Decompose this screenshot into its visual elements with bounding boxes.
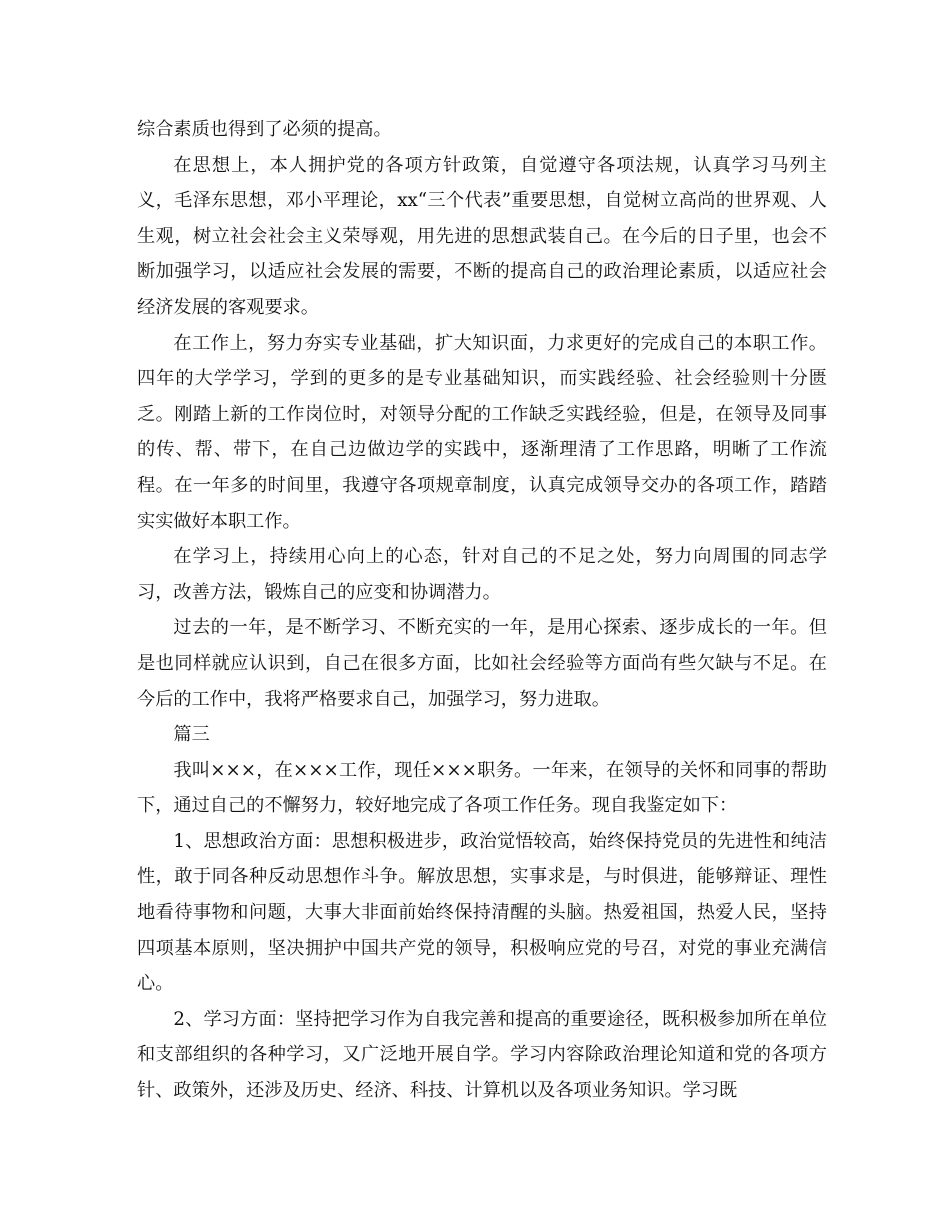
paragraph-study: 在学习上，持续用心向上的心态，针对自己的不足之处，努力向周围的同志学习，改善方法，锻炼自己的应变和协调潜力。 <box>137 546 827 603</box>
paragraph-continuation: 综合素质也得到了必须的提高。 <box>137 119 392 140</box>
section-heading: 篇三 <box>173 724 210 746</box>
paragraph-learning: 2、学习方面：坚持把学习作为自我完善和提高的重要途径，既积极参加所在单位和支部组织的各种学习，又广泛地开展自学。学习内容除政治理论知道和党的各项方针、政策外，还涉及历史、经济、科技、计算机以及各项业务知识。学习既 <box>137 1008 827 1102</box>
document-body <box>137 112 827 1109</box>
paragraph-summary: 过去的一年，是不断学习、不断充实的一年，是用心探索、逐步成长的一年。但是也同样就应认识到，自己在很多方面，比如社会经验等方面尚有些欠缺与不足。在今后的工作中，我将严格要求自己，加强学习，努力进取。 <box>137 617 827 710</box>
paragraph-ideology: 在思想上，本人拥护党的各项方针政策，自觉遵守各项法规，认真学习马列主义，毛泽东思想，邓小平理论，xx“三个代表”重要思想，自觉树立高尚的世界观、人生观，树立社会社会主义荣辱观，用先进的思想武装自己。在今后的日子里，也会不断加强学习，以适应社会发展的需要，不断的提高自己的政治理论素质，以适应社会经济发展的客观要求。 <box>137 154 827 318</box>
paragraph-intro: 我叫×××，在×××工作，现任×××职务。一年来，在领导的关怀和同事的帮助下，通过自己的不懈努力，较好地完成了各项工作任务。现自我鉴定如下： <box>137 759 827 817</box>
paragraph-work: 在工作上，努力夯实专业基础，扩大知识面，力求更好的完成自己的本职工作。四年的大学学习，学到的更多的是专业基础知识，而实践经验、社会经验则十分匮乏。刚踏上新的工作岗位时，对领导分配的工作缺乏实践经验，但是，在领导及同事的传、帮、带下，在自己边做边学的实践中，逐渐理清了工作思路，明晰了工作流程。在一年多的时间里，我遵守各项规章制度，认真完成领导交办的各项工作，踏踏实实做好本职工作。 <box>137 332 827 532</box>
paragraph-politics: 1、思想政治方面：思想积极进步，政治觉悟较高，始终保持党员的先进性和纯洁性，敢于同各种反动思想作斗争。解放思想，实事求是，与时俱进，能够辩证、理性地看待事物和问题，大事大非面前始终保持清醒的头脑。热爱祖国，热爱人民，坚持四项基本原则，坚决拥护中国共产党的领导，积极响应党的号召，对党的事业充满信心。 <box>137 830 827 995</box>
